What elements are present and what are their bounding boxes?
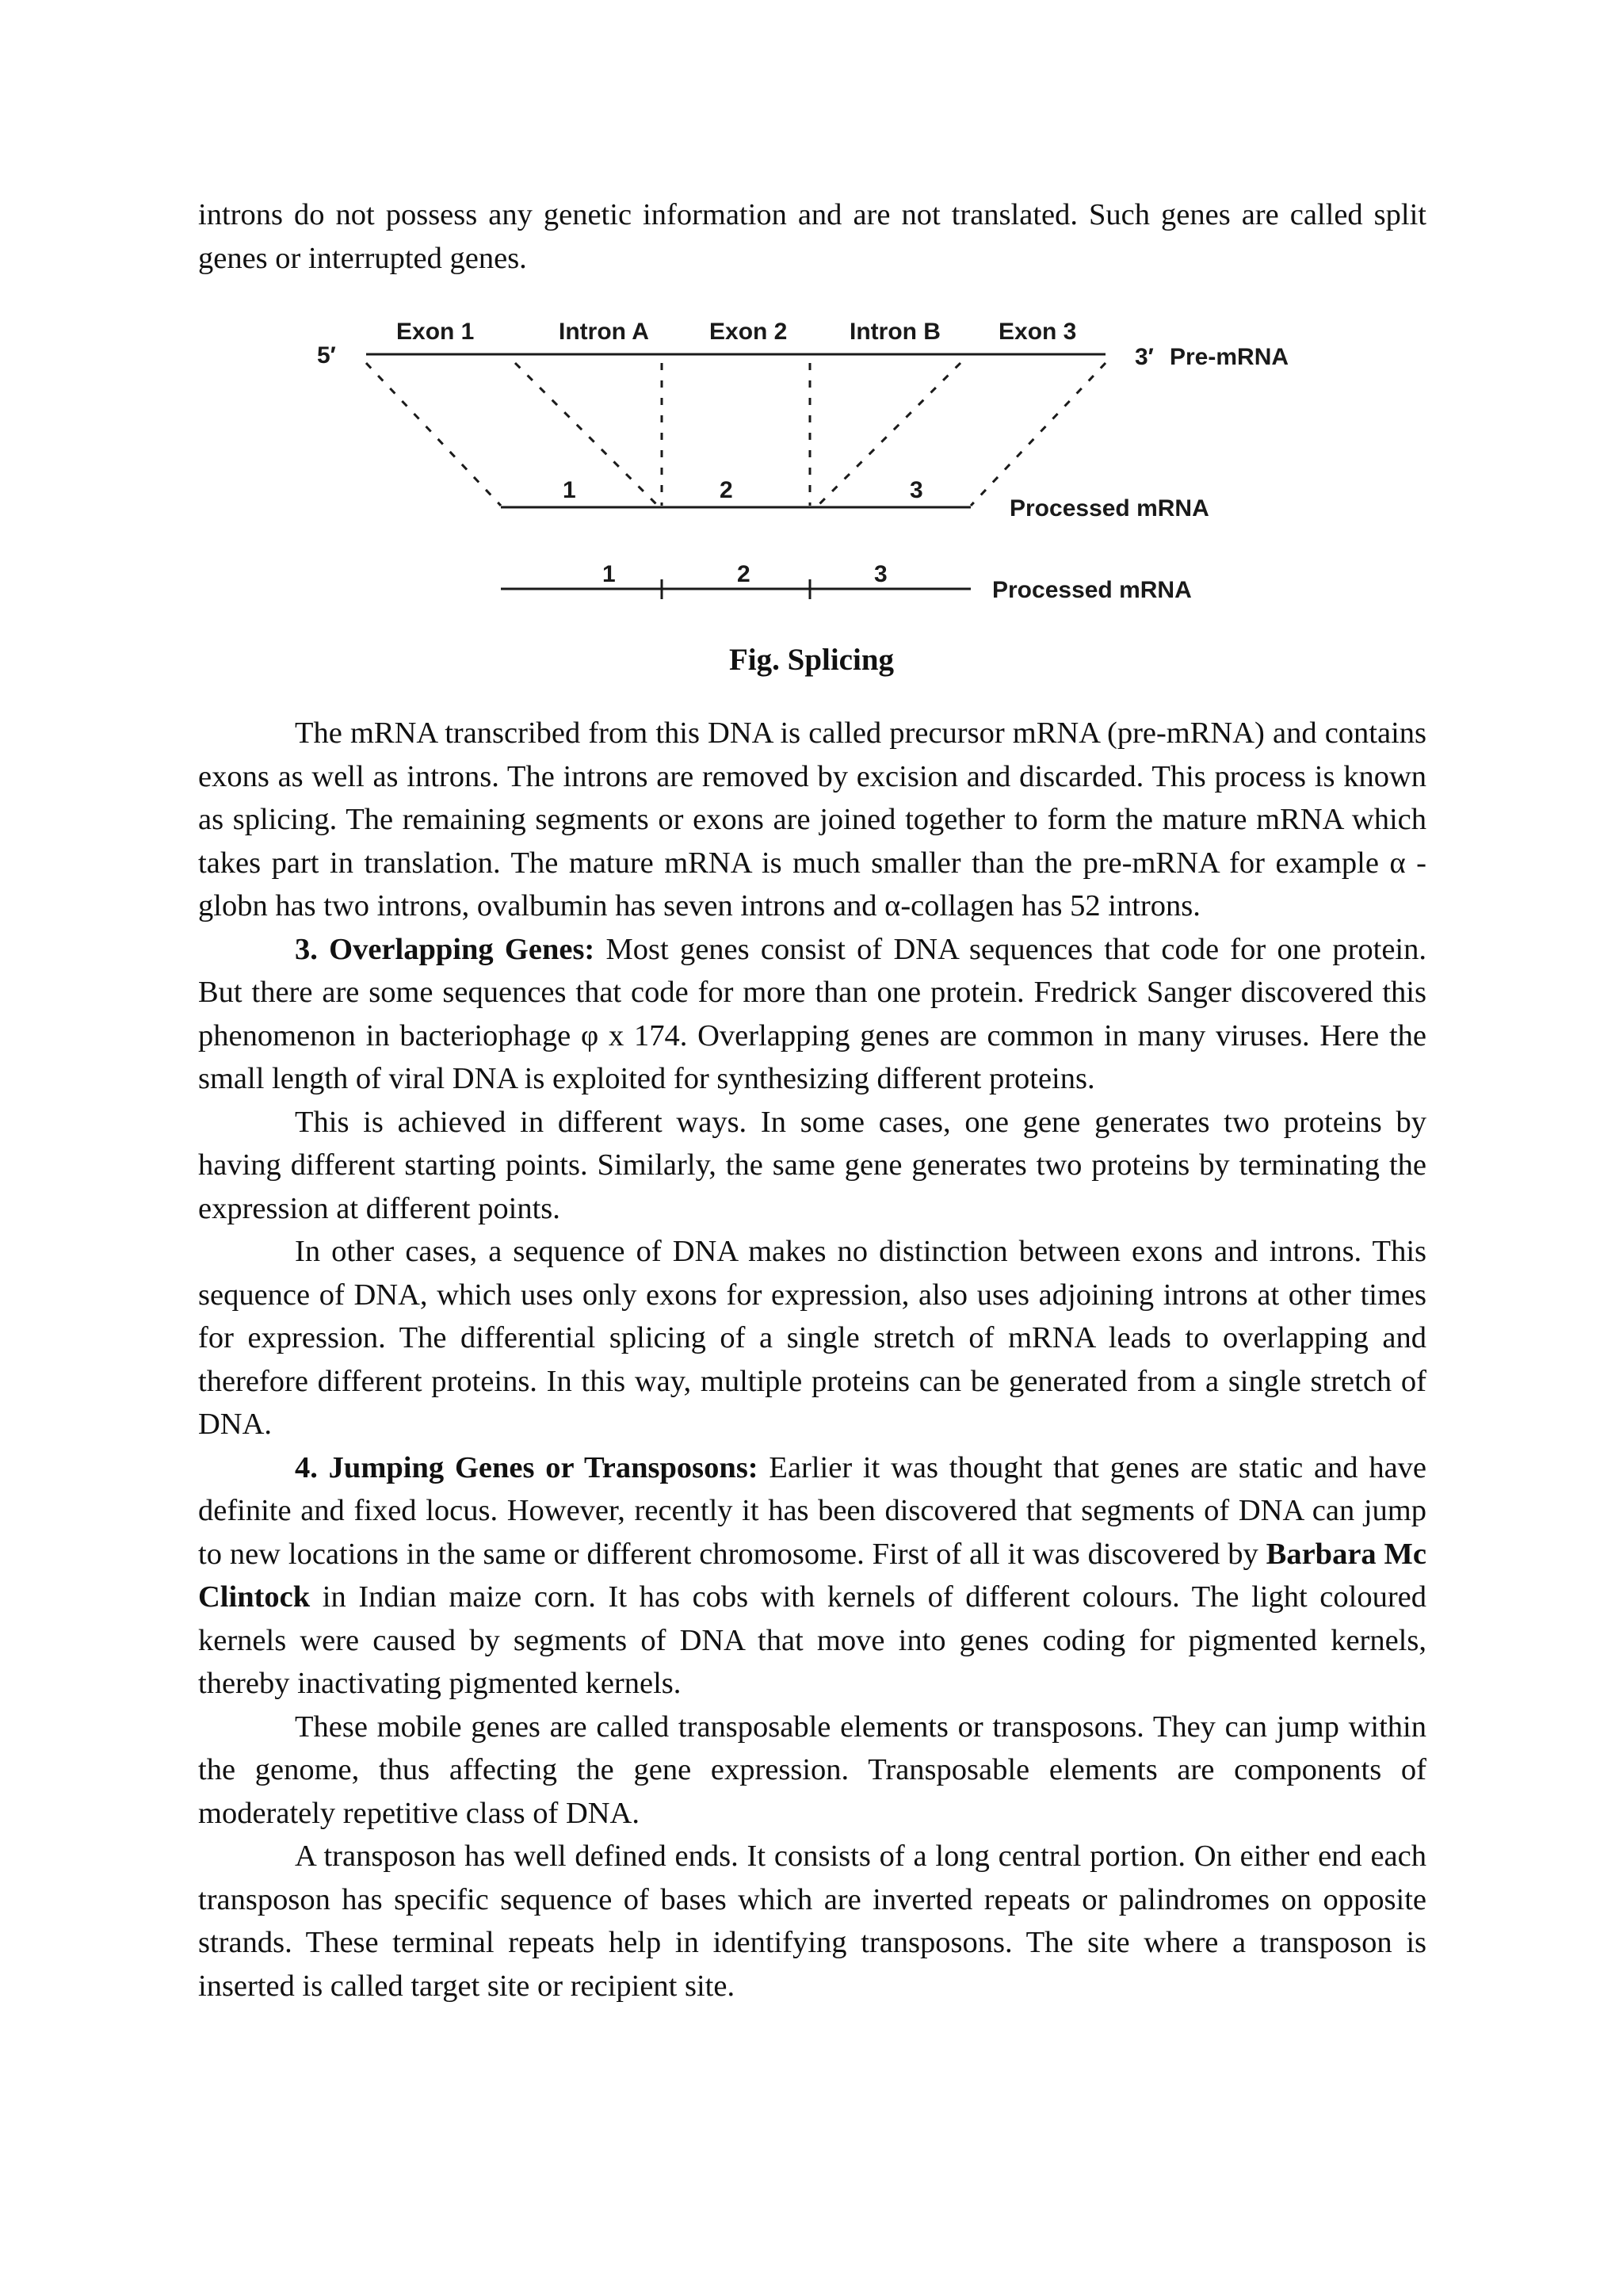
three-prime-label: 3′ xyxy=(1135,344,1154,370)
exon2-label: Exon 2 xyxy=(709,319,788,345)
intron-a-label: Intron A xyxy=(559,319,649,345)
overlapping-genes-heading: 3. Overlapping Genes: xyxy=(295,932,595,966)
exon3-label: Exon 3 xyxy=(999,319,1077,345)
paragraph-splicing: The mRNA transcribed from this DNA is called precursor mRNA (pre-mRNA) and contains exons as well as introns. The introns are removed by excision and discarded. This process is known as splicing. The remaining segments or exons are joined together to form the mature mRNA which takes part in translation. The mature mRNA is much smaller than the pre-mRNA for example α -globn has two introns, ovalbumin has seven introns and α-collagen has 52 introns. xyxy=(198,716,1426,923)
segment2-label-2: 2 xyxy=(737,561,750,587)
five-prime-label: 5′ xyxy=(317,342,336,369)
segment1-label-2: 1 xyxy=(602,561,616,587)
exon1-label: Exon 1 xyxy=(396,319,475,345)
intron-b-right-connector xyxy=(818,363,960,506)
processed-mrna-label-2: Processed mRNA xyxy=(992,577,1192,603)
processed-mrna-label-1: Processed mRNA xyxy=(1010,495,1209,521)
body-text xyxy=(198,712,1426,2008)
barbara-mc-clintock: Barbara Mc Clintock xyxy=(198,1537,1426,1614)
splicing-diagram xyxy=(0,0,1623,634)
jumping-genes-body-2: in Indian maize corn. It has cobs with kernels of different colours. The light coloured kernels were caused by segments of DNA that move into genes coding for pigmented kernels, thereby inactivating pigmented kernels. xyxy=(198,1580,1426,1700)
segment3-label-2: 3 xyxy=(874,561,888,587)
overlapping-genes-body: Most genes consist of DNA sequences that code for one protein. But there are some sequences that code for more than one protein. Fredrick Sanger discovered this phenomenon in bacteriophage φ x 174. Overlapping genes are common in many viruses. Here the small length of viral DNA is exploited for synthesizing different proteins. xyxy=(198,932,1426,1095)
jumping-genes-body-1: Earlier it was thought that genes are static and have definite and fixed locus. However, recently it has been discovered that segments of DNA can jump to new locations in the same or different chromosome. First of all it was discovered by xyxy=(198,1450,1426,1571)
exon1-left-connector xyxy=(366,363,501,506)
paragraph-overlapping-genes xyxy=(198,928,1426,1101)
splice-connectors xyxy=(366,363,1106,506)
intron-b-label: Intron B xyxy=(850,319,941,345)
paragraph-other-cases: In other cases, a sequence of DNA makes no distinction between exons and introns. This sequence of DNA, which uses only exons for expression, also uses adjoining introns at other times for expression. The differential splicing of a single stretch of mRNA leads to overlapping and therefore different proteins. In this way, multiple proteins can be generated from a single stretch of DNA. xyxy=(198,1235,1426,1441)
jumping-genes-heading: 4. Jumping Genes or Transposons: xyxy=(295,1450,758,1484)
segment2-label: 2 xyxy=(720,477,733,503)
paragraph-mobile-genes: These mobile genes are called transposable elements or transposons. They can jump within the genome, thus affecting the gene expression. Transposable elements are components of moderately repetitive class of DNA. xyxy=(198,1710,1426,1830)
pre-mrna-label: Pre-mRNA xyxy=(1170,344,1289,370)
figure-caption: Fig. Splicing xyxy=(728,643,895,677)
paragraph-transposon-ends: A transposon has well defined ends. It consists of a long central portion. On either end each transposon has specific sequence of bases which are inverted repeats or palindromes on opposite strands. These terminal repeats help in identifying transposons. The site where a transposon is inserted is called target site or recipient site. xyxy=(198,1839,1426,2003)
intron-a-left-connector xyxy=(515,363,658,506)
segment3-label: 3 xyxy=(910,477,923,503)
paragraph-different-ways: This is achieved in different ways. In some cases, one gene generates two proteins by having different starting points. Similarly, the same gene generates two proteins by terminating the expression at different points. xyxy=(198,1105,1426,1225)
paragraph-jumping-genes xyxy=(198,1446,1426,1706)
segment1-label: 1 xyxy=(563,477,576,503)
intro-text: introns do not possess any genetic information and are not translated. Such genes are called split genes or interrupted genes. xyxy=(198,198,1426,275)
exon3-right-connector xyxy=(971,363,1106,506)
